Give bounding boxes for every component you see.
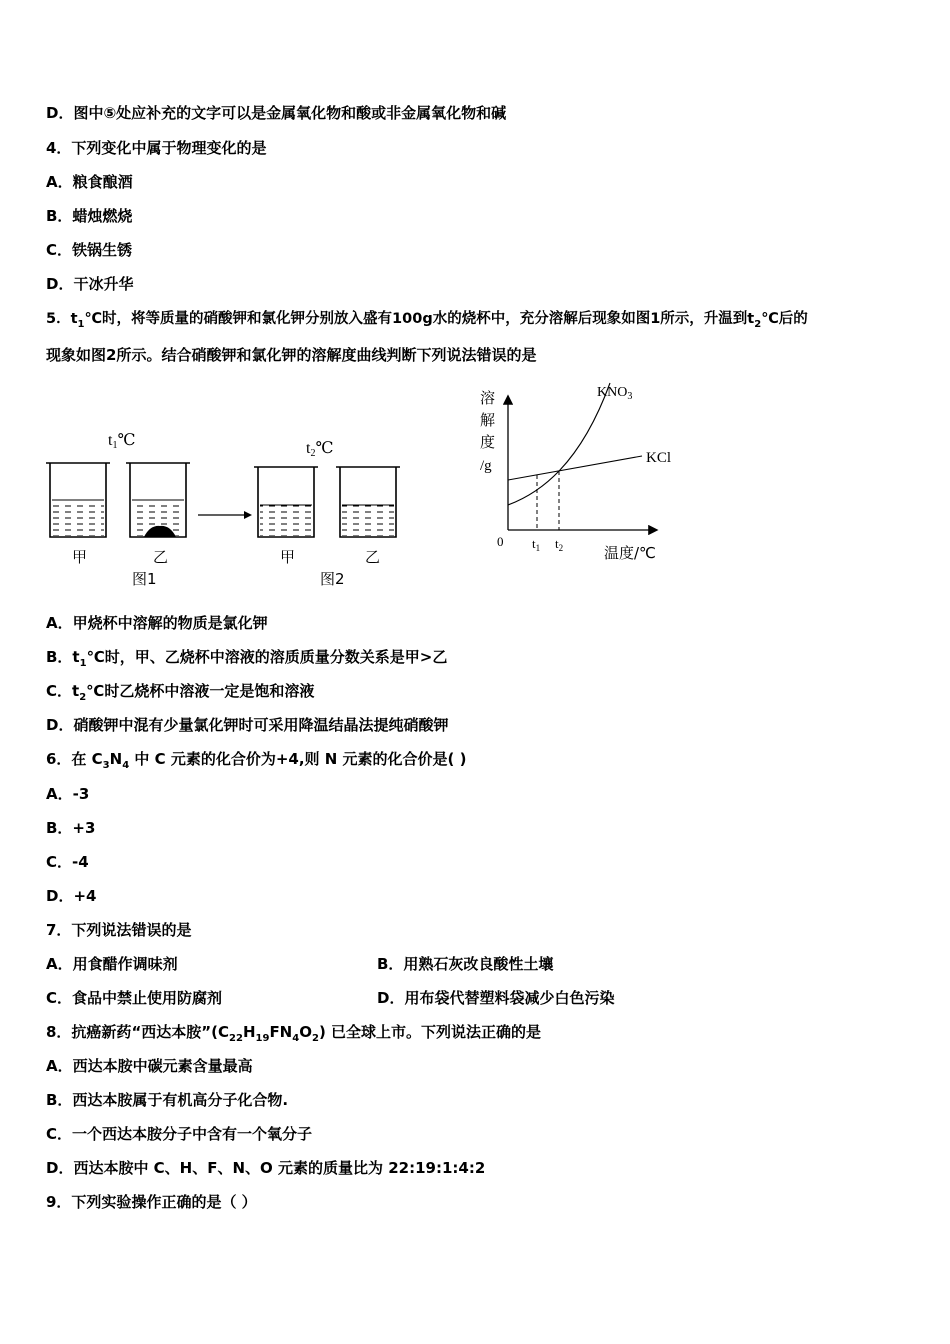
q4-stem: 4．下列变化中属于物理变化的是: [46, 139, 267, 157]
q4-option-b: B．蜡烛燃烧: [46, 207, 133, 225]
q9-stem: 9．下列实验操作正确的是（ ）: [46, 1193, 257, 1211]
q7-stem: 7．下列说法错误的是: [46, 921, 192, 939]
t2-label: t2℃: [306, 440, 334, 459]
q5-option-d: D．硝酸钾中混有少量氯化钾时可采用降温结晶法提纯硝酸钾: [46, 716, 449, 734]
q6-option-c: C．-4: [46, 853, 89, 871]
kcl-line: [508, 456, 642, 480]
beaker-3-label: 甲: [280, 548, 296, 566]
y-axis-label-2: 解: [480, 411, 496, 429]
kno3-label: $KNO_3$: [597, 385, 633, 402]
q3-option-d: D．图中⑤处应补充的文字可以是金属氧化物和酸或非金属氧化物和碱: [46, 104, 507, 122]
beaker-4-yi: [336, 467, 400, 537]
q8-option-c: C．一个西达本胺分子中含有一个氧分子: [46, 1125, 313, 1143]
q5-option-c: C．$t_2℃$时乙烧杯中溶液一定是饱和溶液: [46, 682, 315, 703]
q5-stem-line1: 5．$t_1℃$时，将等质量的硝酸钾和氯化钾分别放入盛有100g水的烧杯中，充分溶解后现象如图1所示，升温到$t_2℃$后的: [46, 311, 808, 330]
y-axis-label-3: 度: [480, 433, 496, 451]
q5-stem-line2: 现象如图2所示。结合硝酸钾和氯化钾的溶解度曲线判断下列说法错误的是: [46, 346, 537, 364]
q7-option-b: B．用熟石灰改良酸性土壤: [377, 955, 554, 973]
tick-t1: $t_1$: [532, 536, 541, 553]
q8-option-a: A．西达本胺中碳元素含量最高: [46, 1057, 253, 1075]
q4-option-d: D．干冰升华: [46, 275, 134, 293]
beaker-2-label: 乙: [153, 548, 169, 566]
q8-stem: 8．抗癌新药“西达本胺$”(C_{22}H_{19}FN_4O_2)$ 已全球上市。下列说法正确的是: [46, 1023, 542, 1044]
q4-option-a: A．粮食酿酒: [46, 173, 133, 191]
q8-option-b: B．西达本胺属于有机高分子化合物.: [46, 1091, 289, 1109]
q6-option-a: A．-3: [46, 785, 90, 803]
kcl-label: KCl: [646, 450, 672, 466]
q7-option-a: A．用食醋作调味剂: [46, 955, 178, 973]
x-axis-label: 温度/℃: [604, 544, 656, 562]
beaker-2-yi: [126, 463, 190, 537]
beaker-figure: [40, 425, 410, 595]
q6-stem: 6．在 $C_3N_4$ 中 C 元素的化合价为+4,则 N 元素的化合价是( ): [46, 750, 467, 771]
y-axis-label-4: /g: [480, 458, 492, 474]
beaker-4-label: 乙: [365, 548, 381, 566]
beaker-1-label: 甲: [72, 548, 88, 566]
figure-2-caption: 图2: [320, 570, 345, 588]
q6-option-d: D．+4: [46, 887, 97, 905]
beaker-1-jia: [46, 463, 110, 537]
origin-label: 0: [497, 534, 504, 549]
beaker-3-jia: [254, 467, 318, 537]
q5-option-b: B．$t_1℃$时，甲、乙烧杯中溶液的溶质质量分数关系是甲>乙: [46, 648, 448, 669]
q7-option-d: D．用布袋代替塑料袋减少白色污染: [377, 989, 615, 1007]
q4-option-c: C．铁锅生锈: [46, 241, 133, 259]
solubility-chart: [470, 375, 690, 575]
t1-label: t1℃: [108, 432, 136, 451]
q8-option-d: D．西达本胺中 C、H、F、N、O 元素的质量比为 22:19:1:4:2: [46, 1159, 486, 1177]
y-axis-label-1: 溶: [480, 389, 496, 407]
figure-1-caption: 图1: [132, 570, 157, 588]
tick-t2: $t_2$: [555, 536, 564, 553]
q6-option-b: B．+3: [46, 819, 96, 837]
q5-option-a: A．甲烧杯中溶解的物质是氯化钾: [46, 614, 268, 632]
heating-arrow: [198, 511, 252, 519]
q7-option-c: C．食品中禁止使用防腐剂: [46, 989, 223, 1007]
